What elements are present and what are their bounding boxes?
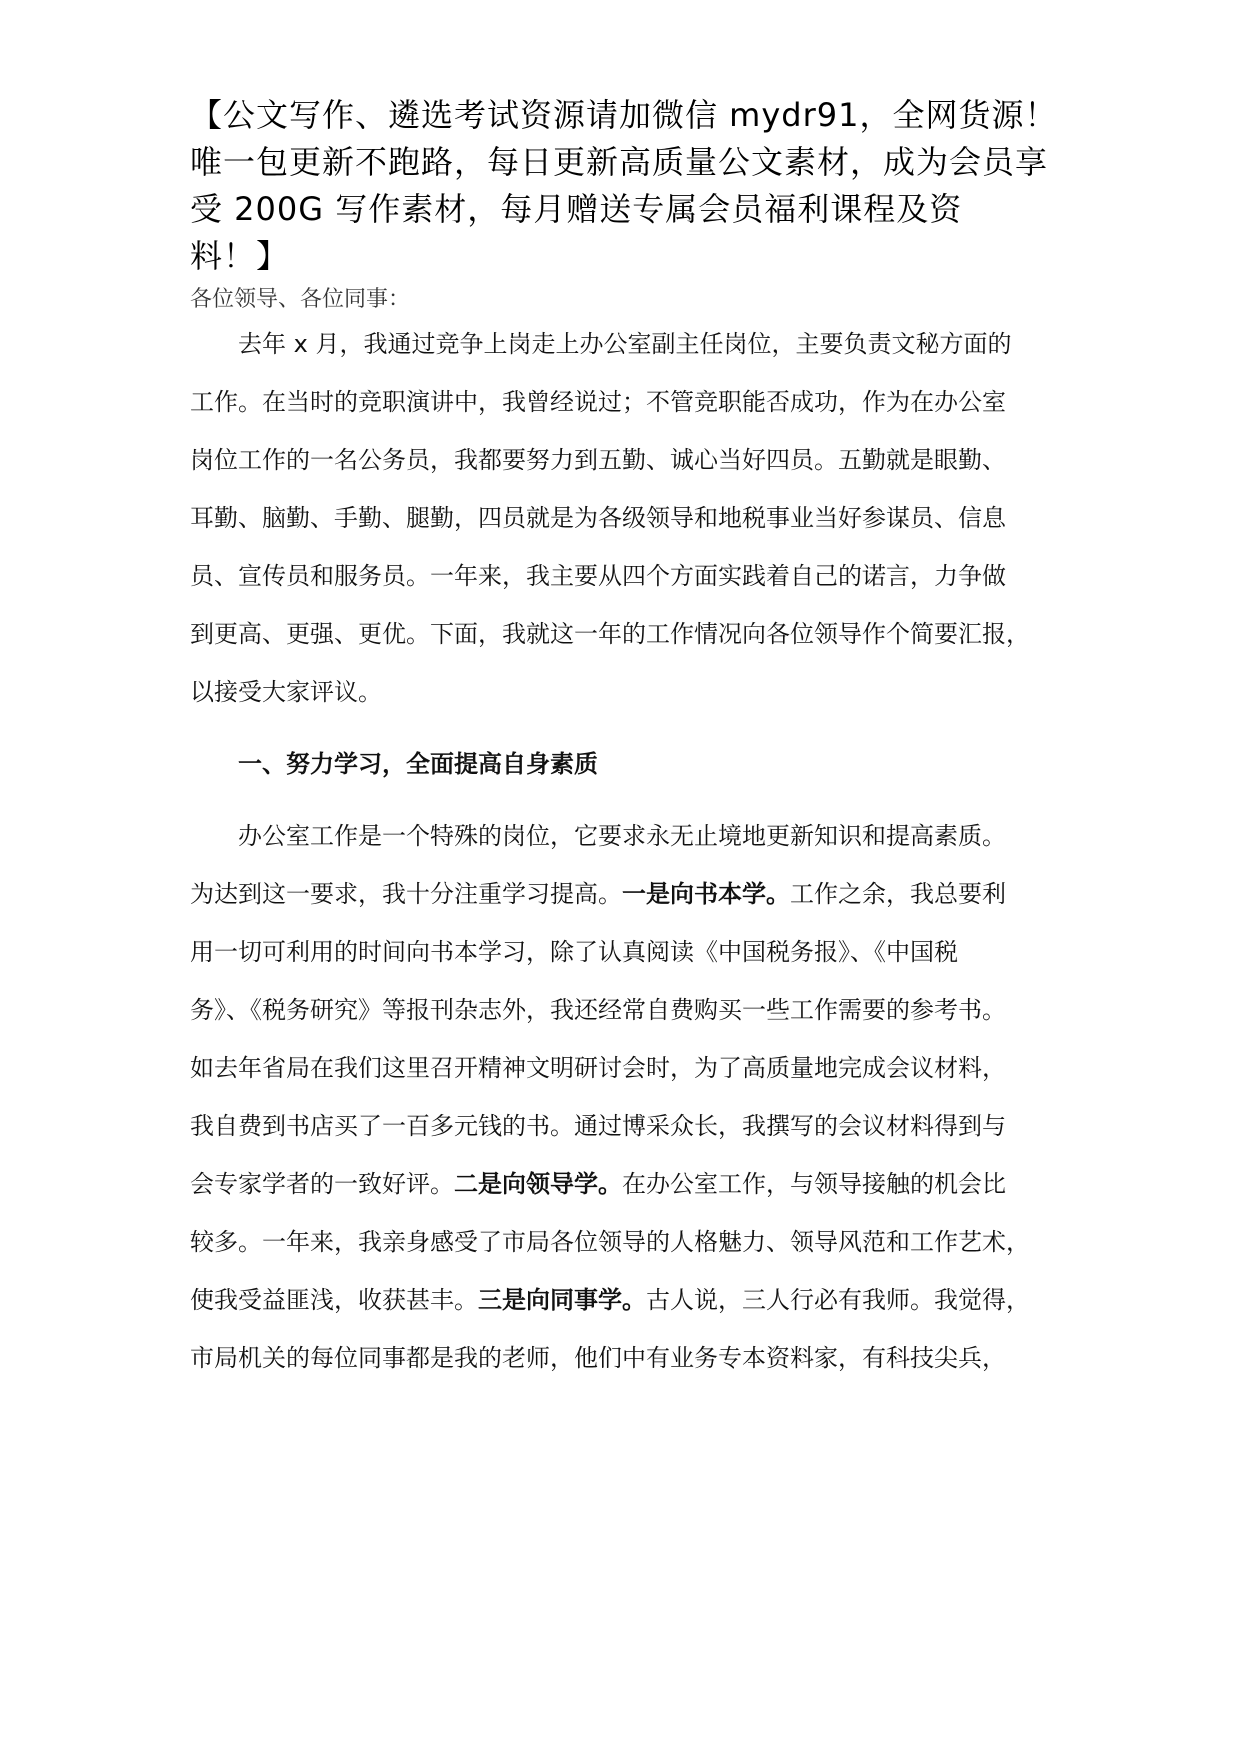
paragraph-line: 员、宣传员和服务员。一年来，我主要从四个方面实践着自己的诺言，力争做 [190, 562, 1006, 590]
banner-line: 【公文写作、遴选考试资源请加微信 mydr91，全网货源！ [190, 96, 1058, 134]
text-run: 工作之余，我总要利 [790, 880, 1006, 908]
text-run: 在办公室工作，与领导接触的机会比 [622, 1170, 1006, 1198]
section-heading: 一、努力学习，全面提高自身素质 [238, 750, 598, 778]
paragraph-line: 去年 x 月，我通过竞争上岗走上办公室副主任岗位，主要负责文秘方面的 [238, 330, 1012, 358]
paragraph-line: 以接受大家评议。 [190, 678, 382, 706]
text-run: 使我受益匪浅，收获甚丰。 [190, 1286, 478, 1314]
text-run: 会专家学者的一致好评。 [190, 1170, 454, 1198]
paragraph-line: 用一切可利用的时间向书本学习，除了认真阅读《中国税务报》、《中国税 [190, 938, 958, 966]
paragraph-line: 到更高、更强、更优。下面，我就这一年的工作情况向各位领导作个简要汇报， [190, 620, 1030, 648]
paragraph-line: 耳勤、脑勤、手勤、腿勤，四员就是为各级领导和地税事业当好参谋员、信息 [190, 504, 1006, 532]
text-run: 古人说，三人行必有我师。我觉得， [646, 1286, 1030, 1314]
bold-phrase: 三是向同事学。 [478, 1286, 646, 1314]
paragraph-line: 我自费到书店买了一百多元钱的书。通过博采众长，我撰写的会议材料得到与 [190, 1112, 1006, 1140]
paragraph-line: 市局机关的每位同事都是我的老师，他们中有业务专本资料家，有科技尖兵， [190, 1344, 1006, 1372]
promo-banner [190, 92, 1090, 280]
banner-line: 受 200G 写作素材，每月赠送专属会员福利课程及资 [190, 190, 963, 228]
paragraph-line: 如去年省局在我们这里召开精神文明研讨会时，为了高质量地完成会议材料， [190, 1054, 1006, 1082]
paragraph-line: 较多。一年来，我亲身感受了市局各位领导的人格魅力、领导风范和工作艺术， [190, 1228, 1030, 1256]
paragraph-line: 岗位工作的一名公务员，我都要努力到五勤、诚心当好四员。五勤就是眼勤、 [190, 446, 1006, 474]
bold-phrase: 二是向领导学。 [454, 1170, 622, 1198]
paragraph-line [190, 1167, 1006, 1201]
paragraph-line: 办公室工作是一个特殊的岗位，它要求永无止境地更新知识和提高素质。 [238, 822, 1006, 850]
banner-line: 唯一包更新不跑路，每日更新高质量公文素材，成为会员享 [190, 143, 1049, 181]
text-run: 为达到这一要求，我十分注重学习提高。 [190, 880, 622, 908]
paragraph-line [190, 1283, 1030, 1317]
banner-line: 料！】 [190, 237, 290, 275]
bold-phrase: 一是向书本学。 [622, 880, 790, 908]
paragraph-line: 工作。在当时的竞职演讲中，我曾经说过；不管竞职能否成功，作为在办公室 [190, 388, 1006, 416]
salutation: 各位领导、各位同事： [190, 287, 411, 312]
paragraph-line [190, 877, 1006, 911]
paragraph-line: 务》、《税务研究》等报刊杂志外，我还经常自费购买一些工作需要的参考书。 [190, 996, 1006, 1024]
